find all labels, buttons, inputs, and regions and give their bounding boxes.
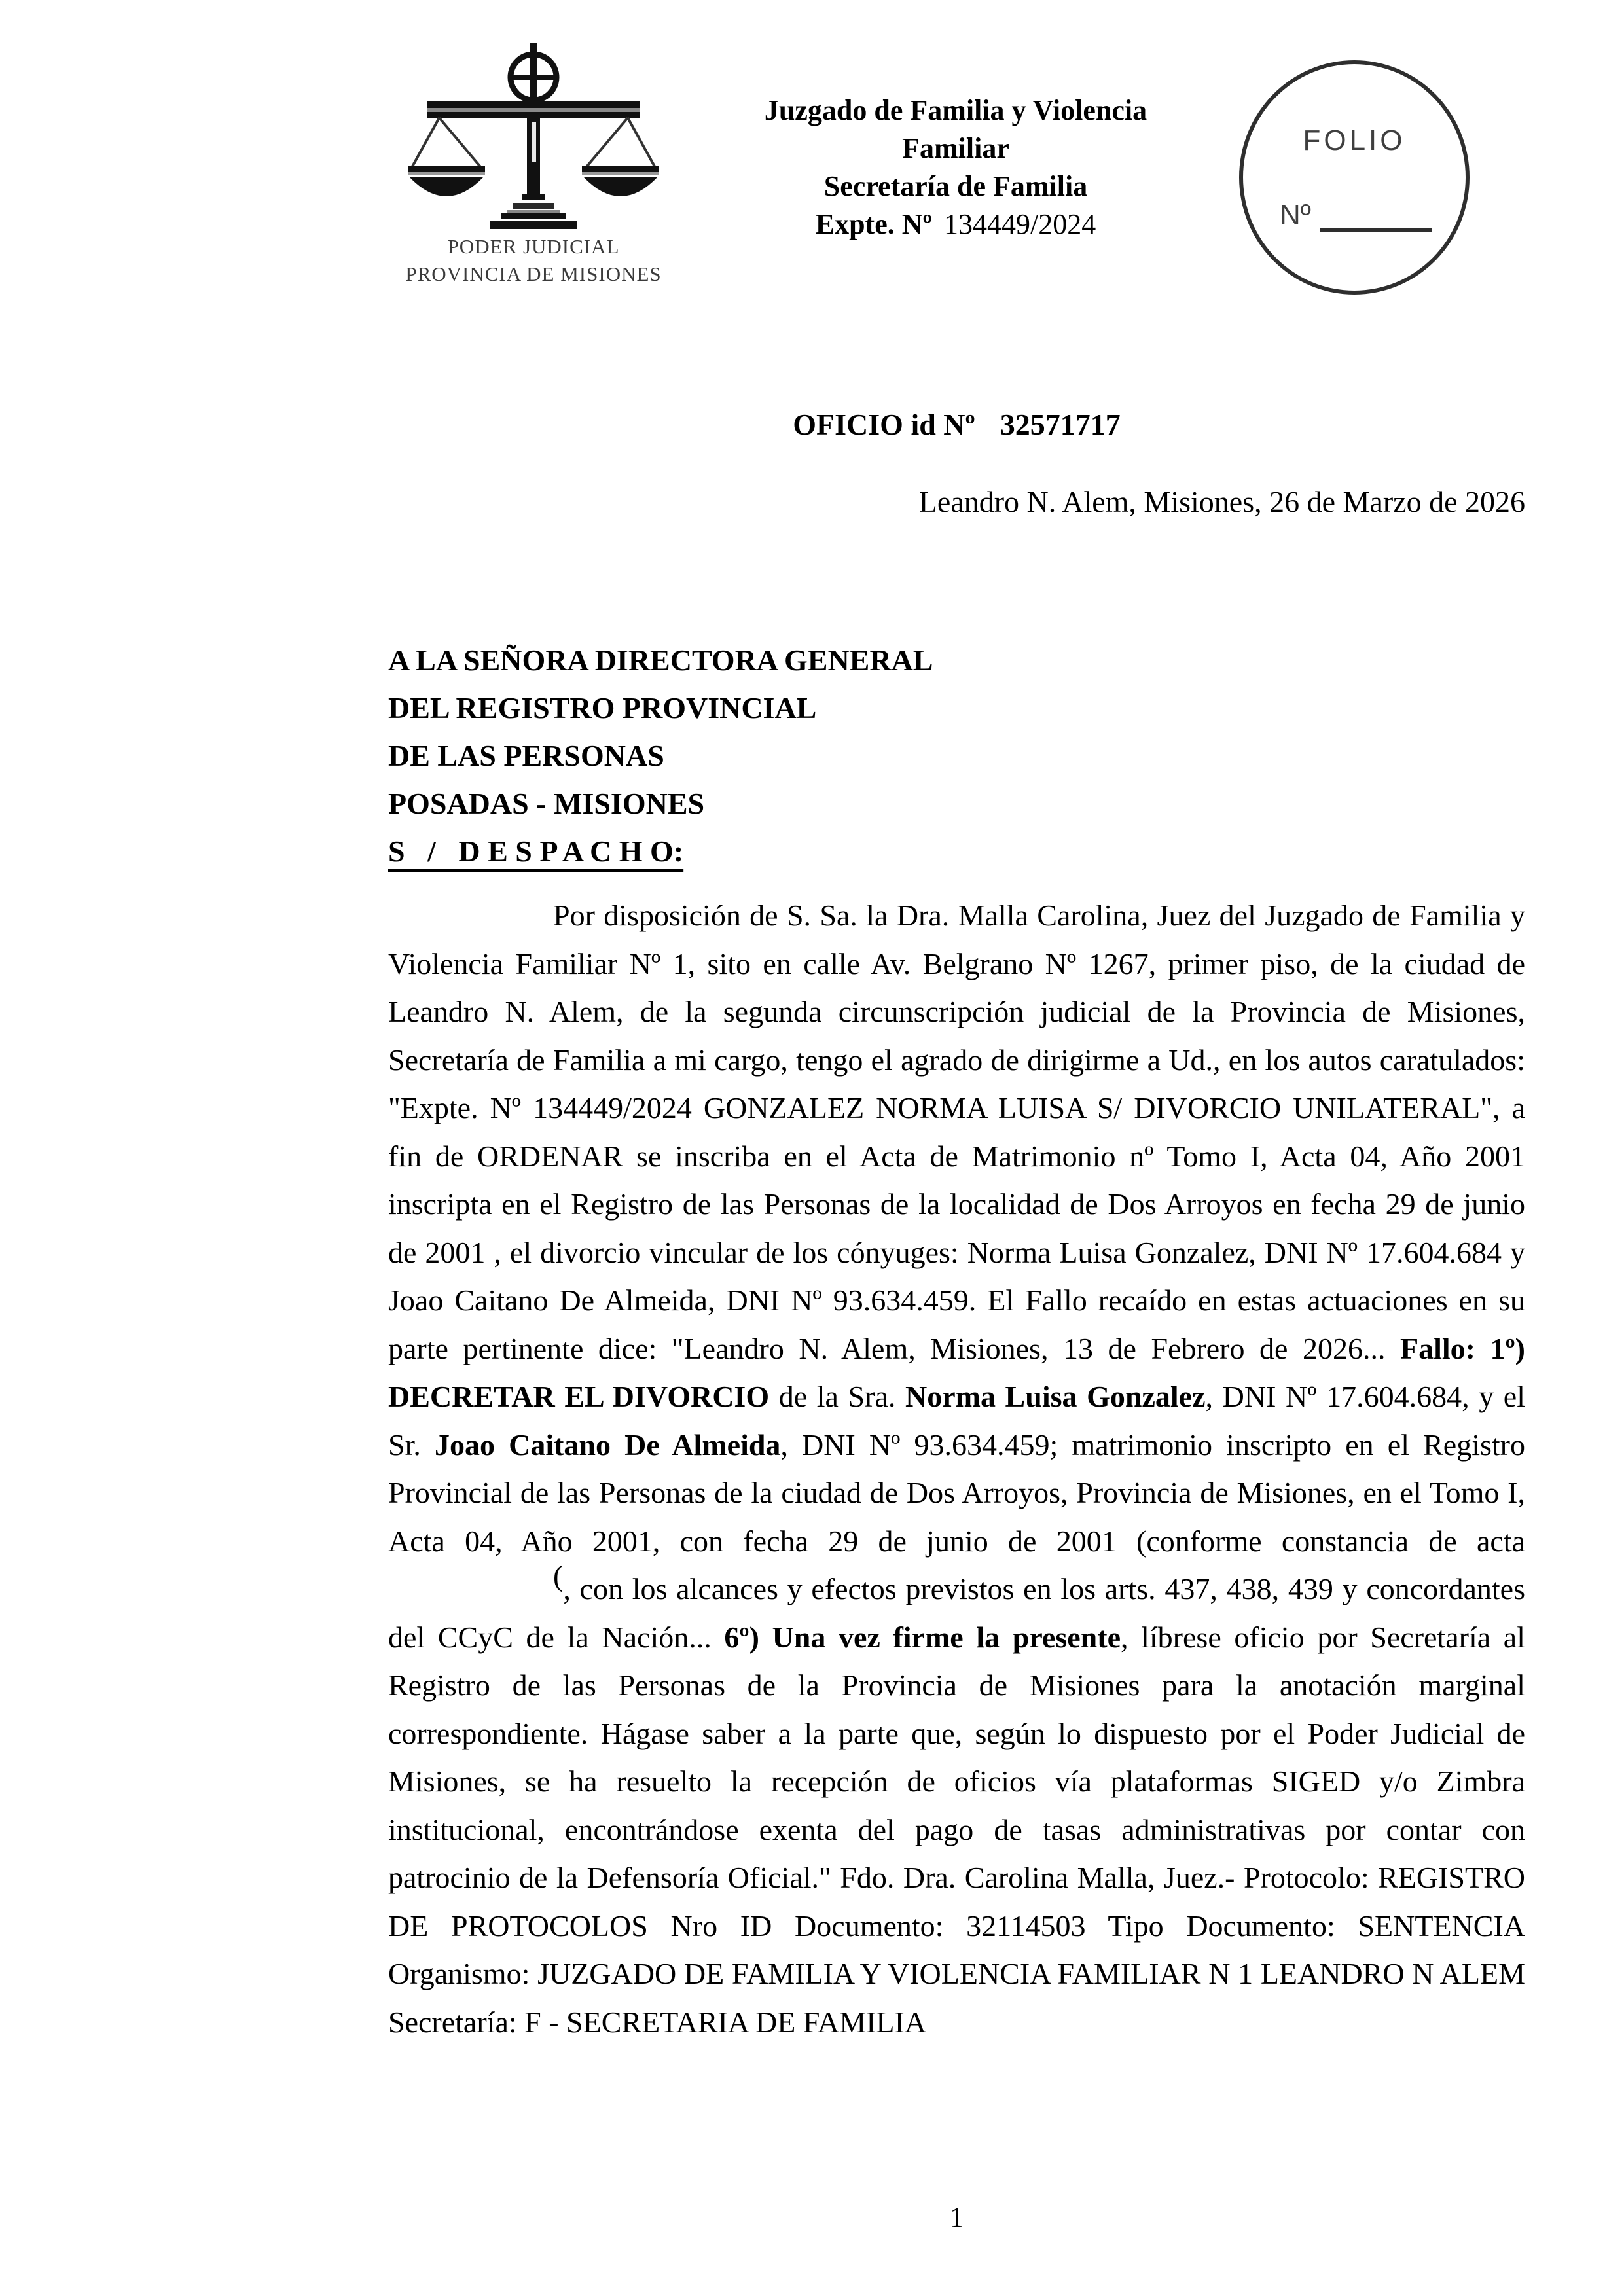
body-segment: Por disposición de S. Sa. la Dra. Malla Carolina, Juez del Juzgado de Familia y Violencia Familiar Nº 1, sito en calle Av. Belgrano Nº 1267, primer piso, de la ciudad de Leandro N. Alem, de la segunda circunscripción judicial de la Provincia de Misiones, Secretaría de Familia a mi cargo, tengo el agrado de dirigirme a Ud., en los autos caratulados: "Expte. Nº 134449/2024 GONZALEZ NORMA LUISA S/ DIVORCIO UNILATERAL", a fin de ORDENAR se inscriba en el Acta de Matrimonio nº Tomo I, Acta 04, Año 2001 inscripta en el Registro de las Personas de la localidad de Dos Arroyos en fecha 29 de junio de 2001 , el divorcio vincular de los cónyuges: Norma Luisa Gonzalez, DNI Nº 17.604.684 y Joao Caitano De Almeida, DNI Nº 93.634.459. El Fallo recaído en estas actuaciones en su parte pertinente dice: "Leandro N. Alem, Misiones, 13 de Febrero de 2026... (388, 899, 1525, 1365)
body-segment: , DNI Nº 17.604.684, y el Sr. (388, 1380, 1526, 1462)
logo-caption-line2: PROVINCIA DE MISIONES (405, 262, 662, 285)
expte-label: Expte. Nº (815, 208, 933, 240)
body-segment: , líbrese oficio por Secretaría al Registro de las Personas de la Provincia de Misiones para la anotación marginal correspondiente. Hágase saber a la parte que, según lo dispuesto por el Poder Judicial de Misiones, se ha resuelto la recepción de oficios vía plataformas SIGED y/o Zimbra institucional, encontrándose exenta del pago de tasas administrativas por contar con patrocinio de la Defensoría Oficial." Fdo. Dra. Carolina Malla, Juez.- Protocolo: REGISTRO DE PROTOCOLOS Nro ID Documento: 32114503 Tipo Documento: SENTENCIA Organismo: JUZGADO DE FAMILIA Y VIOLENCIA FAMILIAR N 1 LEANDRO N ALEM Secretaría: F - SECRETARIA DE FAMILIA (388, 1620, 1525, 2039)
court-logo (396, 43, 671, 288)
folio-number-blank-line (1320, 205, 1432, 232)
body-segment: , DNI Nº 93.634.459; matrimonio inscripto en el Registro Provincial de las Personas de la ciudad de Dos Arroyos, Provincia de Misiones, en el Tomo I, Acta 04, Año 2001, con fecha 29 de junio de 2001 (conforme constancia de acta (388, 1427, 1525, 1558)
folio-number-label: Nº (1280, 199, 1311, 231)
body-paragraph (388, 891, 1525, 2046)
folio-number-row (1280, 199, 1466, 232)
body-segment: , con los alcances y efectos previstos en los arts. 437, 438, 439 y concordantes del CCyC de la Nación... (388, 1572, 1525, 1654)
court-name-line2: Familiar (902, 132, 1009, 164)
body-segment-bold: Joao Caitano De Almeida (434, 1427, 781, 1462)
folio-stamp-title: FOLIO (1303, 124, 1406, 156)
folio-stamp (1239, 60, 1470, 295)
dateline: Leandro N. Alem, Misiones, 26 de Marzo de 2026 (918, 485, 1525, 518)
recipient-line: DE LAS PERSONAS (388, 739, 664, 772)
oficio-id-line (388, 407, 1525, 442)
recipient-block (388, 636, 1525, 875)
raised-parenthesis: ( (553, 1559, 564, 1592)
body-segment-bold: Fallo: 1º) DECRETAR EL DIVORCIO (388, 1331, 1526, 1413)
recipient-line: DEL REGISTRO PROVINCIAL (388, 691, 817, 725)
oficio-label: OFICIO id Nº (793, 408, 975, 441)
body-segment: de la Sra. (769, 1380, 905, 1413)
scales-of-justice-icon (403, 43, 664, 233)
body-segment-bold: Norma Luisa Gonzalez (905, 1380, 1206, 1413)
court-name-line1: Juzgado de Familia y Violencia (764, 94, 1147, 126)
despacho-line: S / D E S P A C H O: (388, 834, 684, 868)
recipient-line: POSADAS - MISIONES (388, 787, 705, 820)
court-header (655, 92, 1257, 243)
expte-number: 134449/2024 (944, 208, 1096, 240)
oficio-number: 32571717 (1000, 408, 1121, 441)
page-number: 1 (949, 2201, 964, 2233)
expte-line (655, 206, 1257, 243)
logo-caption-line1: PODER JUDICIAL (447, 235, 620, 258)
court-secretariat: Secretaría de Familia (823, 170, 1088, 202)
body-segment-bold: 6º) Una vez firme la presente (724, 1620, 1121, 1654)
recipient-line: A LA SEÑORA DIRECTORA GENERAL (388, 643, 933, 677)
